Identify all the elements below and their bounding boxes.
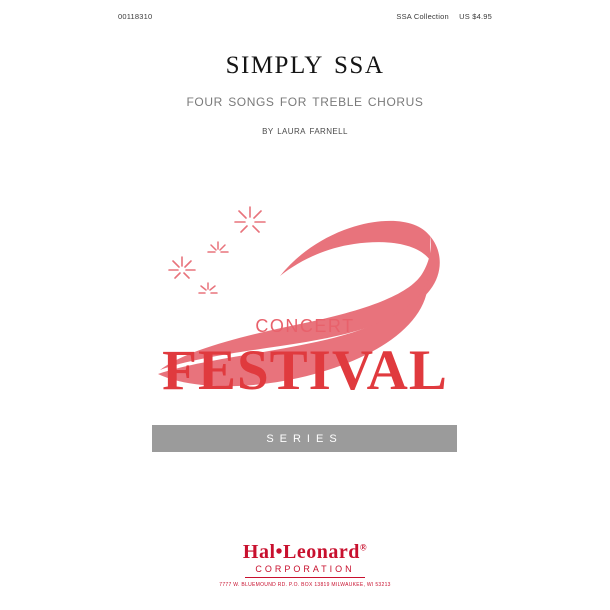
catalog-number: 00118310 — [118, 12, 153, 21]
publisher-name — [0, 542, 610, 562]
price-value: US $4.95 — [459, 12, 492, 21]
registered-mark: ® — [359, 542, 368, 553]
cover-header-row — [118, 12, 492, 21]
sparkle-icon — [169, 257, 195, 278]
sparkle-icon — [208, 242, 228, 252]
concert-label: concert — [255, 310, 355, 338]
swoosh-hook — [280, 221, 430, 276]
publisher-address: 7777 W. BLUEMOUND RD. P.O. BOX 13819 MILWAUKEE, WI 53213 — [219, 582, 391, 588]
price-info — [396, 12, 492, 21]
festival-label: FESTIVAL — [162, 339, 448, 402]
page-title: simply ssa — [225, 42, 385, 81]
sparkle-icon — [235, 207, 265, 232]
series-label: series — [266, 429, 343, 446]
publisher-logo — [0, 542, 610, 588]
publisher-name-text: Hal•Leonard — [242, 541, 360, 563]
publisher-subtitle: CORPORATION — [255, 564, 355, 574]
collection-label: SSA Collection — [396, 12, 449, 21]
sparkle-icon — [199, 283, 217, 293]
page-subtitle: four songs for treble chorus — [186, 90, 424, 110]
logo-divider — [245, 577, 365, 578]
title-block — [0, 44, 610, 137]
author-byline: by laura farnell — [262, 124, 348, 137]
